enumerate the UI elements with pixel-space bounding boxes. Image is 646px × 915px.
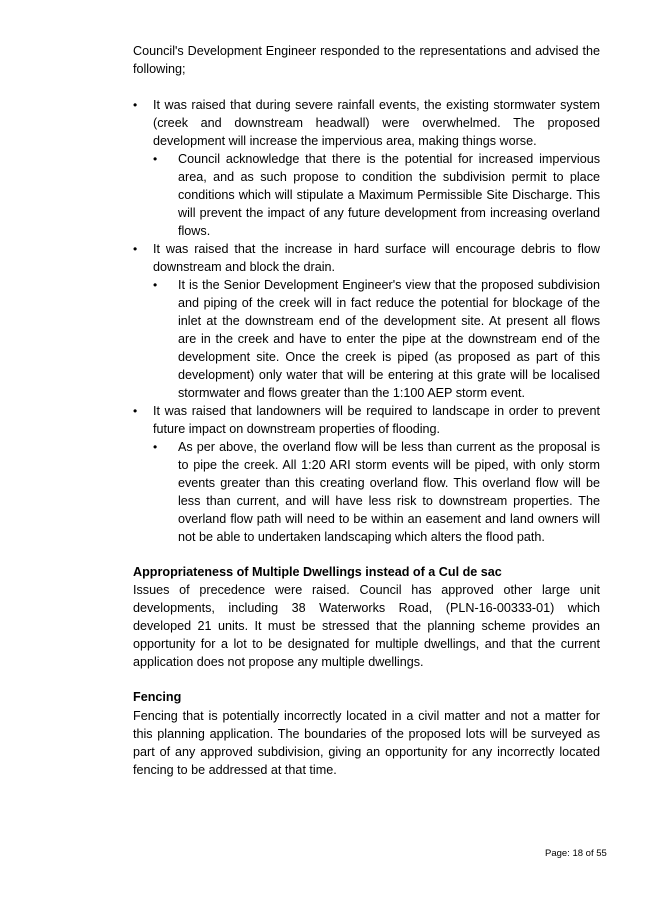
representation-text: It was raised that landowners will be required to landscape in order to prevent future impact on downstream properties of flooding. — [153, 404, 600, 436]
response-list — [153, 276, 600, 402]
list-item — [153, 438, 600, 546]
list-item — [133, 96, 600, 240]
bullet-icon: • — [153, 278, 158, 292]
bullet-icon: • — [133, 242, 138, 256]
section-body-multiple-dwellings: Issues of precedence were raised. Council has approved other large unit developments, including 38 Waterworks Road, (PLN-16-00333-01) which developed 21 units. It must be stressed that the planning scheme provides an opportunity for a lot to be designated for multiple dwellings, and that the current application does not propose any multiple dwellings. — [133, 583, 600, 669]
representation-text: It was raised that during severe rainfall events, the existing stormwater system (creek and downstream headwall) were overwhelmed. The proposed development will increase the impervious area, making things worse. — [153, 98, 600, 148]
bullet-icon: • — [153, 152, 158, 166]
representation-text: It was raised that the increase in hard surface will encourage debris to flow downstream and block the drain. — [153, 242, 600, 274]
section-body-fencing: Fencing that is potentially incorrectly located in a civil matter and not a matter for this planning application. The boundaries of the proposed lots will be surveyed as part of any approved subdivision, giving an opportunity for any incorrectly located fencing to be addressed at that time. — [133, 709, 600, 777]
response-list — [153, 438, 600, 546]
response-text: It is the Senior Development Engineer's view that the proposed subdivision and piping of the creek will in fact reduce the potential for blockage of the inlet at the downstream end of the development site. At present all flows are in the creek and have to enter the pipe at the downstream end of the development site. Once the creek is piped (as proposed as part of this development) only water that will be entering at this grate will be localised stormwater and flows greater than the 1:100 AEP storm event. — [178, 278, 600, 400]
section-heading-multiple-dwellings: Appropriateness of Multiple Dwellings instead of a Cul de sac — [133, 565, 502, 579]
intro-paragraph: Council's Development Engineer responded to the representations and advised the following; — [133, 44, 600, 76]
response-text: As per above, the overland flow will be less than current as the proposal is to pipe the creek. All 1:20 ARI storm events will be piped, with only storm events greater than this creating overland flow. This overland flow will be less than current, and will have less risk to downstream properties. The overland flow path will need to be within an easement and land owners will not be able to undertaken landscaping which alters the flood path. — [178, 440, 600, 544]
bullet-icon: • — [153, 440, 158, 454]
bullet-icon: • — [133, 404, 138, 418]
list-item — [153, 276, 600, 402]
bullet-icon: • — [133, 98, 138, 112]
section-heading-fencing: Fencing — [133, 690, 182, 704]
list-item — [133, 240, 600, 402]
page-number: Page: 18 of 55 — [545, 848, 607, 859]
list-item — [153, 150, 600, 240]
response-list — [153, 150, 600, 240]
list-item — [133, 402, 600, 546]
response-text: Council acknowledge that there is the potential for increased impervious area, and as such propose to condition the subdivision permit to place conditions which will stipulate a Maximum Permissible Site Discharge. This will prevent the impact of any future development from increasing overland flows. — [178, 152, 600, 238]
representations-list — [133, 96, 600, 546]
